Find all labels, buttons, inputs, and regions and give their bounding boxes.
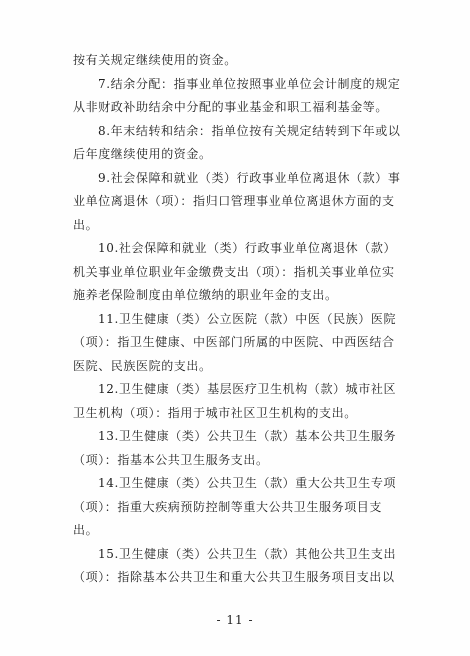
text-line: 从非财政补助结余中分配的事业基金和职工福利基金等。 bbox=[73, 100, 389, 114]
paragraph-continuation bbox=[73, 49, 433, 73]
paragraph-item-15 bbox=[73, 543, 433, 590]
paragraph-item-9 bbox=[73, 167, 433, 238]
text-line: 13.卫生健康（类）公共卫生（款）基本公共卫生服务 bbox=[98, 429, 397, 443]
text-line: 卫生机构（项）：指用于城市社区卫生机构的支出。 bbox=[73, 405, 357, 420]
text-line: 11.卫生健康（类）公立医院（款）中医（民族）医院 bbox=[98, 311, 397, 326]
paragraph-item-10 bbox=[73, 237, 433, 308]
text-line: 14.卫生健康（类）公共卫生（款）重大公共卫生专项 bbox=[98, 476, 397, 490]
text-line: 10.社会保障和就业（类）行政事业单位离退休（款） bbox=[98, 241, 397, 255]
text-line: （项）：指重大疾病预防控制等重大公共卫生服务项目支 bbox=[73, 499, 383, 514]
text-line: （项）：指基本公共卫生服务支出。 bbox=[73, 452, 269, 467]
text-line: 8.年末结转和结余：指单位按有关规定结转到下年或以 bbox=[98, 123, 401, 138]
paragraph-item-7 bbox=[73, 73, 433, 120]
text-line: 12.卫生健康（类）基层医疗卫生机构（款）城市社区 bbox=[98, 382, 397, 396]
paragraph-item-13 bbox=[73, 425, 433, 472]
text-line: 9.社会保障和就业（类）行政事业单位离退休（款）事 bbox=[98, 170, 401, 185]
paragraph-item-8 bbox=[73, 120, 433, 167]
paragraph-item-11 bbox=[73, 308, 433, 379]
text-line: 出。 bbox=[73, 523, 99, 537]
text-line: 业单位离退休（项）：指归口管理事业单位离退休方面的支 bbox=[73, 194, 395, 208]
text-line: （项）：指除基本公共卫生和重大公共卫生服务项目支出以 bbox=[73, 570, 395, 584]
text-line: 按有关规定继续使用的资金。 bbox=[73, 53, 237, 67]
body-text bbox=[73, 49, 433, 590]
text-line: （项）：指卫生健康、中医部门所属的中医院、中西医结合 bbox=[73, 335, 395, 349]
paragraph-item-14 bbox=[73, 472, 433, 543]
text-line: 机关事业单位职业年金缴费支出（项）：指机关事业单位实 bbox=[73, 264, 395, 279]
text-line: 出。 bbox=[73, 217, 99, 232]
paragraph-item-12 bbox=[73, 378, 433, 425]
text-line: 医院、民族医院的支出。 bbox=[73, 358, 212, 373]
text-line: 7.结余分配：指事业单位按照事业单位会计制度的规定 bbox=[98, 76, 401, 91]
text-line: 后年度继续使用的资金。 bbox=[73, 147, 212, 161]
text-line: 施养老保险制度由单位缴纳的职业年金的支出。 bbox=[73, 288, 338, 302]
text-line: 15.卫生健康（类）公共卫生（款）其他公共卫生支出 bbox=[98, 546, 397, 561]
page-number: - 11 - bbox=[216, 613, 254, 627]
